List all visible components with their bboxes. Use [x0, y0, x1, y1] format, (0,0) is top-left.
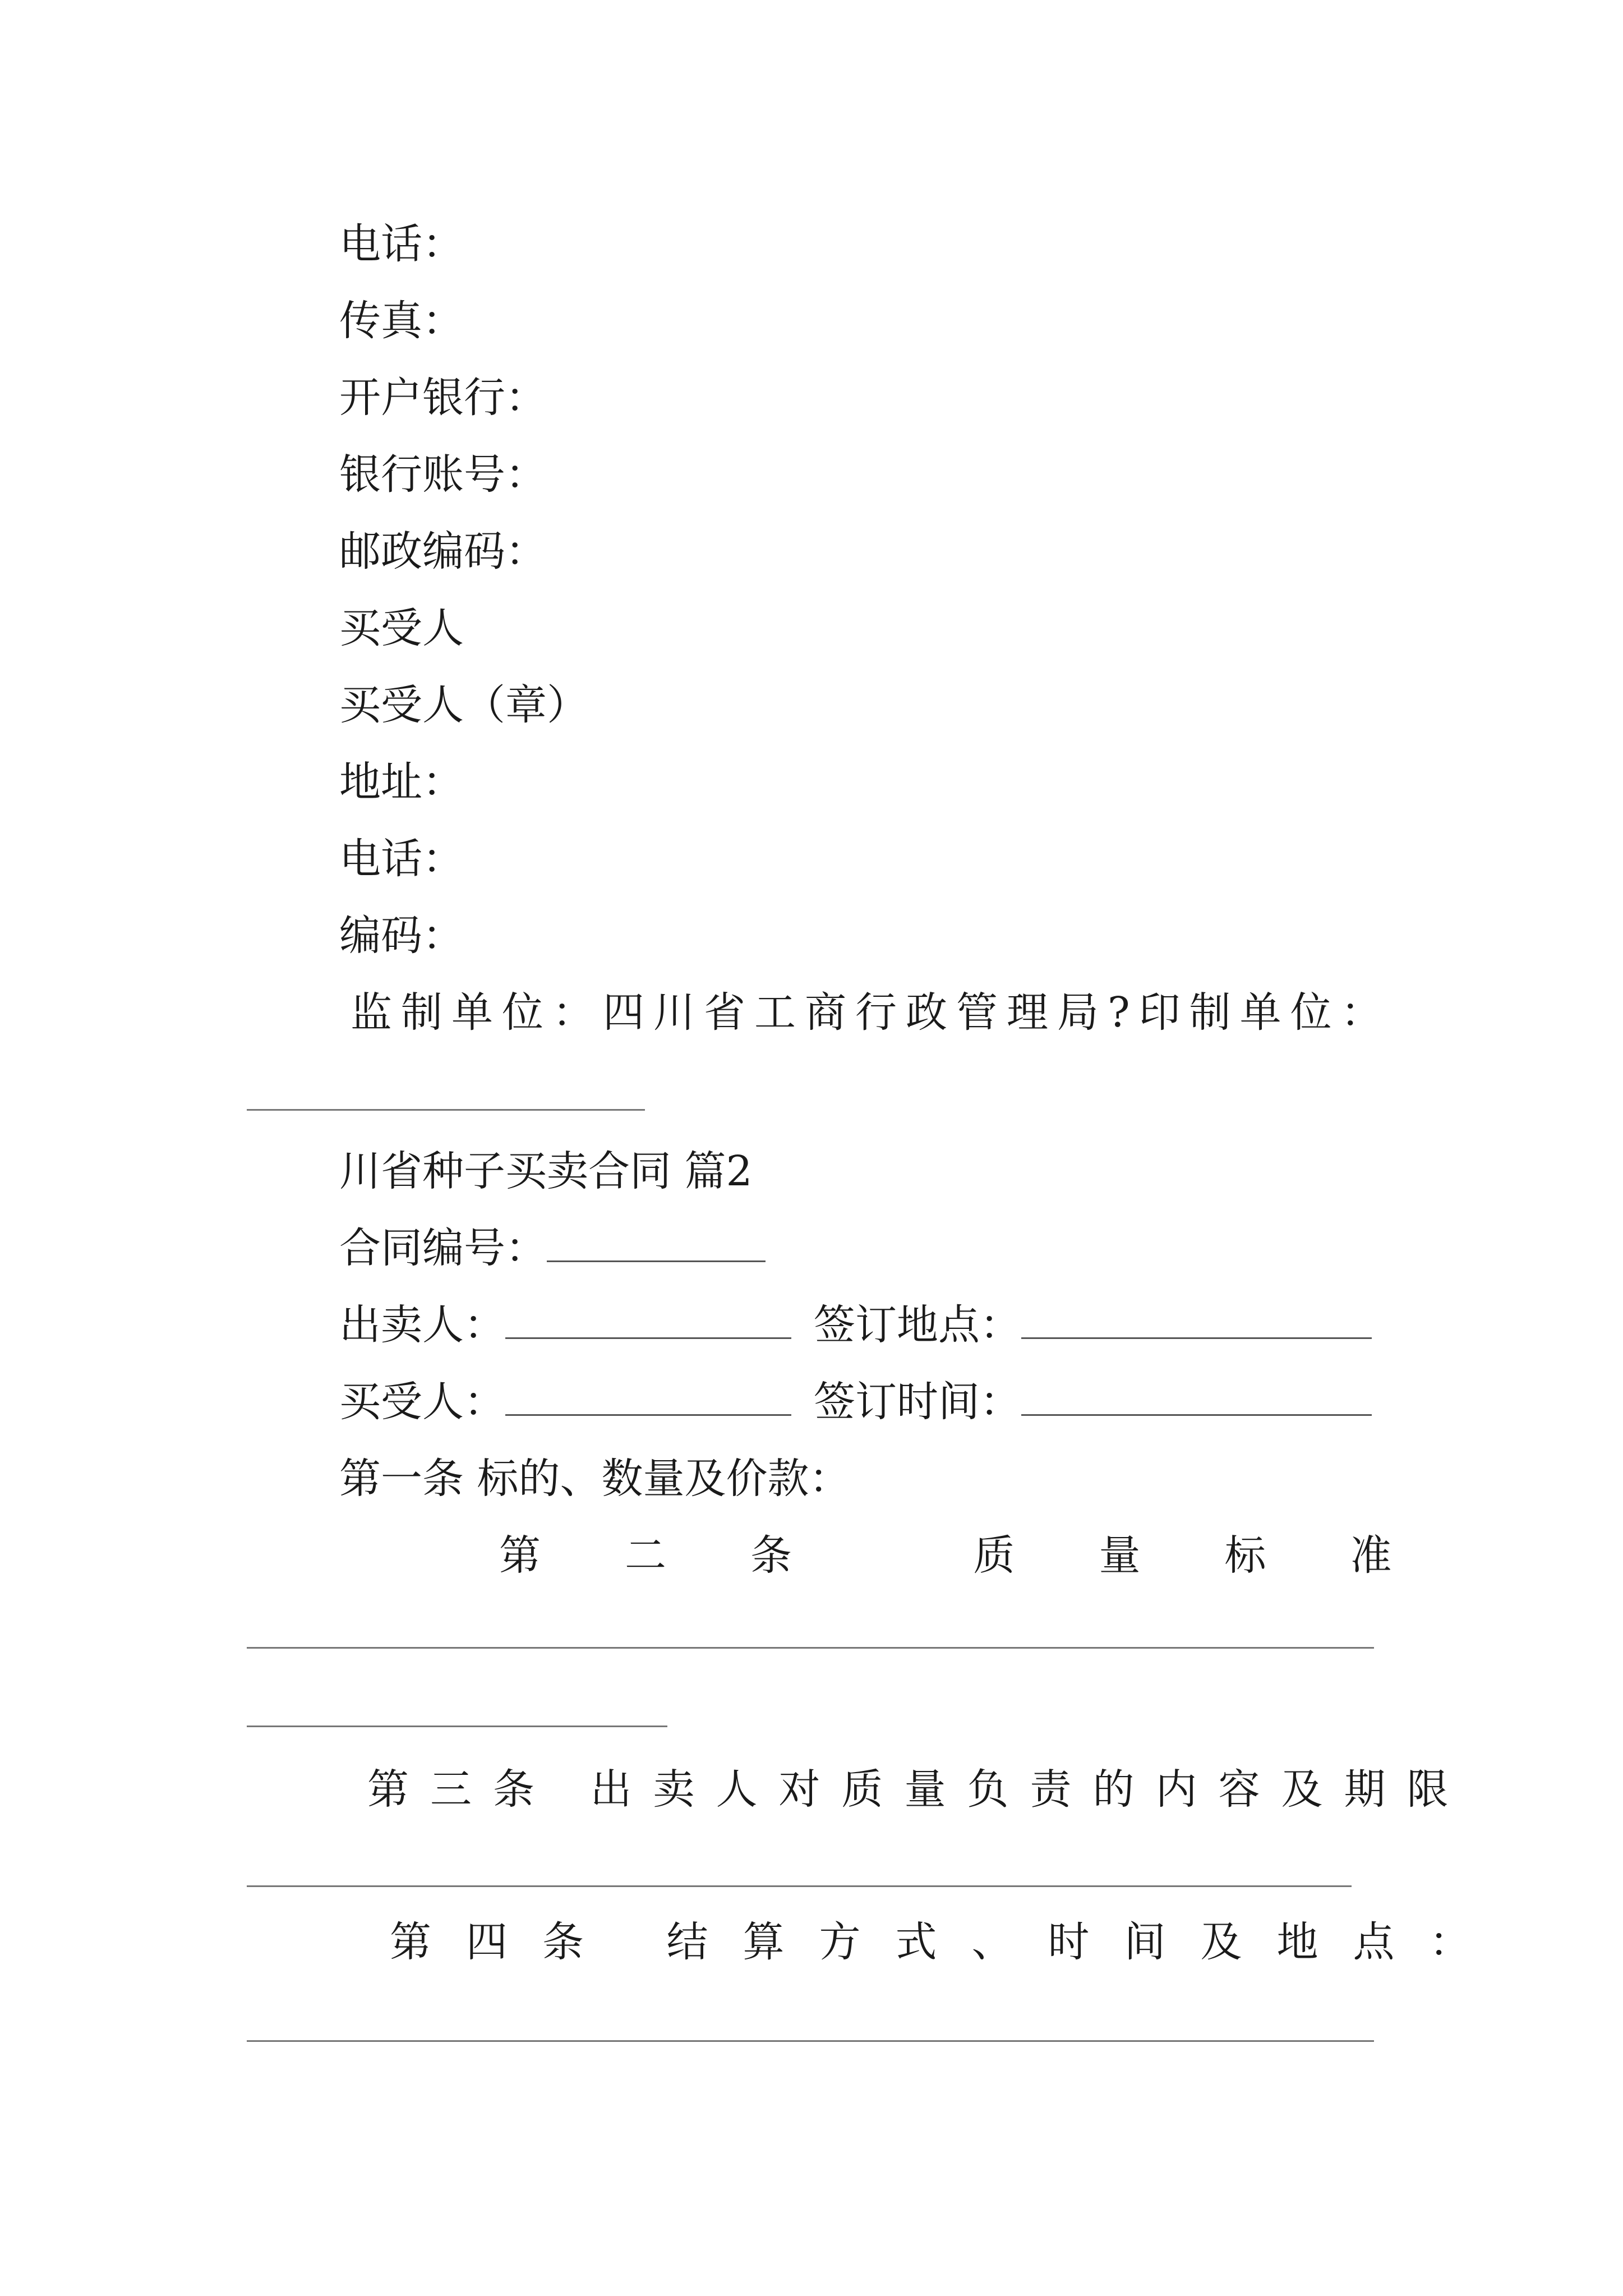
phone-label: 电话：: [339, 220, 464, 268]
sign-place-label: 签订地点：: [814, 1301, 1021, 1349]
seller-label: 出卖人：: [339, 1301, 505, 1349]
article-4: 第四条 结算方式、时间及地点：: [390, 1918, 1506, 1966]
bank-account-label: 银行账号：: [339, 450, 547, 499]
buyer-address-label: 地址：: [339, 758, 464, 806]
article-1: 第一条 标的、数量及价款：: [339, 1455, 851, 1503]
supervision-underline: [247, 1109, 645, 1111]
buyer-field: [505, 1375, 791, 1416]
buyer-phone-label: 电话：: [339, 835, 464, 883]
contract-number-field: [547, 1221, 766, 1262]
contract-title: 川省种子买卖合同 篇2: [339, 1147, 753, 1195]
sign-time-label: 签订时间：: [814, 1378, 1021, 1426]
postcode-label: 邮政编码：: [339, 527, 547, 576]
article-3-underline: [247, 1885, 1352, 1887]
bank-label: 开户银行：: [339, 374, 547, 422]
seller-field: [505, 1298, 791, 1339]
article-2: [499, 1527, 1476, 1584]
buyer-label: 买受人：: [339, 1378, 505, 1426]
article-4-underline: [247, 2040, 1374, 2042]
sign-place-field: [1021, 1298, 1372, 1339]
buyer-row: [339, 1374, 1372, 1430]
contract-number-label: 合同编号：: [339, 1224, 547, 1272]
article-2-underline-2: [247, 1726, 667, 1727]
seller-row: [339, 1297, 1372, 1353]
article-2-underline-1: [247, 1647, 1374, 1649]
contract-number-row: [339, 1220, 766, 1276]
fax-label: 传真：: [339, 297, 464, 345]
buyer-code-label: 编码：: [339, 912, 464, 960]
supervision-text: 监制单位：四川省工商行政管理局?印制单位：: [351, 988, 1391, 1037]
article-2-text: 第二条 质量标准: [499, 1531, 1476, 1580]
buyer-seal-label: 买受人（章）: [339, 681, 588, 729]
article-3: 第三条 出卖人对质量负责的内容及期限: [367, 1765, 1470, 1814]
sign-time-field: [1021, 1375, 1372, 1416]
buyer-heading: 买受人: [339, 604, 464, 652]
